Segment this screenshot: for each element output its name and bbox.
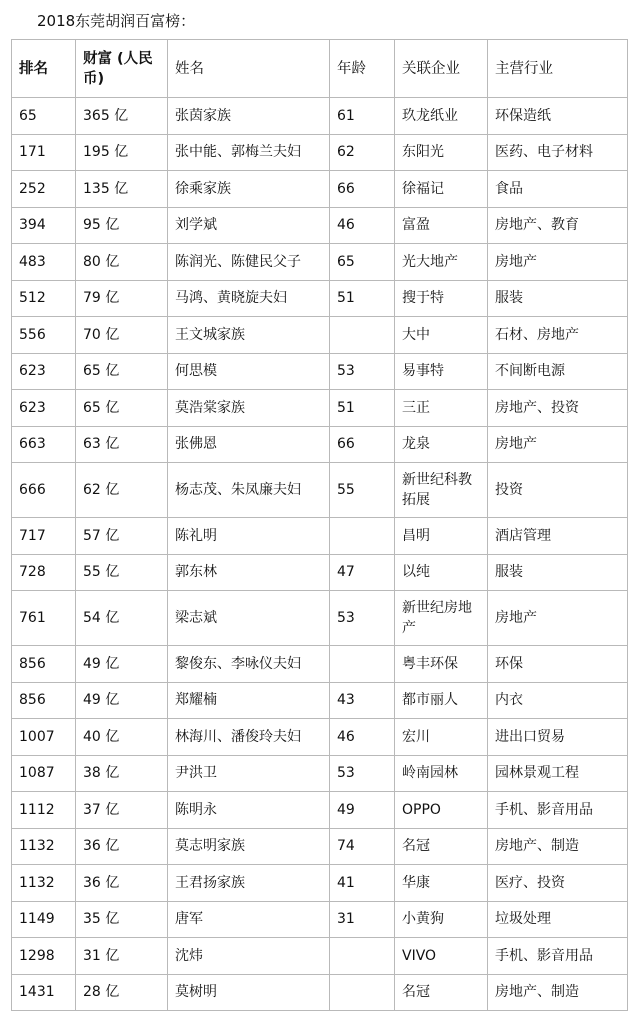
age-cell: 53 bbox=[330, 755, 395, 792]
age-cell: 53 bbox=[330, 591, 395, 646]
table-row bbox=[12, 591, 628, 646]
rank-cell: 171 bbox=[12, 134, 76, 171]
table-row bbox=[12, 646, 628, 683]
company-cell: 大中 bbox=[395, 317, 488, 354]
company-cell: 三正 bbox=[395, 390, 488, 427]
age-cell: 61 bbox=[330, 98, 395, 135]
rich-list-table bbox=[11, 39, 628, 1011]
header-rank: 排名 bbox=[12, 40, 76, 98]
name-cell: 莫志明家族 bbox=[168, 828, 330, 865]
age-cell: 51 bbox=[330, 280, 395, 317]
name-cell: 沈炜 bbox=[168, 938, 330, 975]
company-cell: 昌明 bbox=[395, 518, 488, 555]
table-row bbox=[12, 755, 628, 792]
company-cell: 名冠 bbox=[395, 974, 488, 1011]
wealth-cell: 28 亿 bbox=[76, 974, 168, 1011]
industry-cell: 服装 bbox=[488, 554, 628, 591]
wealth-cell: 55 亿 bbox=[76, 554, 168, 591]
age-cell bbox=[330, 317, 395, 354]
wealth-cell: 195 亿 bbox=[76, 134, 168, 171]
industry-cell: 内衣 bbox=[488, 682, 628, 719]
name-cell: 张中能、郭梅兰夫妇 bbox=[168, 134, 330, 171]
industry-cell: 房地产 bbox=[488, 426, 628, 463]
rank-cell: 556 bbox=[12, 317, 76, 354]
industry-cell: 环保 bbox=[488, 646, 628, 683]
table-row bbox=[12, 390, 628, 427]
age-cell: 62 bbox=[330, 134, 395, 171]
table-row bbox=[12, 207, 628, 244]
wealth-cell: 49 亿 bbox=[76, 682, 168, 719]
company-cell: 东阳光 bbox=[395, 134, 488, 171]
wealth-cell: 365 亿 bbox=[76, 98, 168, 135]
rank-cell: 512 bbox=[12, 280, 76, 317]
name-cell: 张茵家族 bbox=[168, 98, 330, 135]
industry-cell: 酒店管理 bbox=[488, 518, 628, 555]
name-cell: 杨志茂、朱凤廉夫妇 bbox=[168, 463, 330, 518]
name-cell: 唐军 bbox=[168, 901, 330, 938]
wealth-cell: 36 亿 bbox=[76, 865, 168, 902]
wealth-cell: 31 亿 bbox=[76, 938, 168, 975]
age-cell: 43 bbox=[330, 682, 395, 719]
age-cell: 55 bbox=[330, 463, 395, 518]
name-cell: 陈礼明 bbox=[168, 518, 330, 555]
industry-cell: 食品 bbox=[488, 171, 628, 208]
wealth-cell: 63 亿 bbox=[76, 426, 168, 463]
header-name: 姓名 bbox=[168, 40, 330, 98]
age-cell bbox=[330, 938, 395, 975]
industry-cell: 房地产、教育 bbox=[488, 207, 628, 244]
rank-cell: 717 bbox=[12, 518, 76, 555]
age-cell bbox=[330, 646, 395, 683]
header-industry: 主营行业 bbox=[488, 40, 628, 98]
wealth-cell: 79 亿 bbox=[76, 280, 168, 317]
table-row bbox=[12, 865, 628, 902]
table-row bbox=[12, 719, 628, 756]
age-cell: 53 bbox=[330, 353, 395, 390]
industry-cell: 医药、电子材料 bbox=[488, 134, 628, 171]
industry-cell: 投资 bbox=[488, 463, 628, 518]
name-cell: 郭东林 bbox=[168, 554, 330, 591]
wealth-cell: 37 亿 bbox=[76, 792, 168, 829]
rank-cell: 1149 bbox=[12, 901, 76, 938]
age-cell: 49 bbox=[330, 792, 395, 829]
industry-cell: 不间断电源 bbox=[488, 353, 628, 390]
header-wealth: 财富 (人民币) bbox=[76, 40, 168, 98]
industry-cell: 服装 bbox=[488, 280, 628, 317]
company-cell: 光大地产 bbox=[395, 244, 488, 281]
name-cell: 梁志斌 bbox=[168, 591, 330, 646]
rank-cell: 1087 bbox=[12, 755, 76, 792]
industry-cell: 进出口贸易 bbox=[488, 719, 628, 756]
company-cell: 华康 bbox=[395, 865, 488, 902]
industry-cell: 环保造纸 bbox=[488, 98, 628, 135]
rank-cell: 1007 bbox=[12, 719, 76, 756]
industry-cell: 房地产 bbox=[488, 591, 628, 646]
company-cell: 徐福记 bbox=[395, 171, 488, 208]
wealth-cell: 40 亿 bbox=[76, 719, 168, 756]
name-cell: 尹洪卫 bbox=[168, 755, 330, 792]
wealth-cell: 95 亿 bbox=[76, 207, 168, 244]
wealth-cell: 57 亿 bbox=[76, 518, 168, 555]
name-cell: 林海川、潘俊玲夫妇 bbox=[168, 719, 330, 756]
table-row bbox=[12, 682, 628, 719]
rank-cell: 1132 bbox=[12, 865, 76, 902]
table-row bbox=[12, 171, 628, 208]
rank-cell: 666 bbox=[12, 463, 76, 518]
company-cell: 粤丰环保 bbox=[395, 646, 488, 683]
wealth-cell: 80 亿 bbox=[76, 244, 168, 281]
age-cell: 66 bbox=[330, 171, 395, 208]
table-row bbox=[12, 518, 628, 555]
name-cell: 黎俊东、李咏仪夫妇 bbox=[168, 646, 330, 683]
name-cell: 徐乘家族 bbox=[168, 171, 330, 208]
company-cell: 都市丽人 bbox=[395, 682, 488, 719]
name-cell: 莫树明 bbox=[168, 974, 330, 1011]
page-title: 2018东莞胡润百富榜： bbox=[37, 12, 196, 30]
rank-cell: 1132 bbox=[12, 828, 76, 865]
company-cell: 龙泉 bbox=[395, 426, 488, 463]
rank-cell: 761 bbox=[12, 591, 76, 646]
table-row bbox=[12, 554, 628, 591]
name-cell: 莫浩棠家族 bbox=[168, 390, 330, 427]
name-cell: 马鸿、黄晓旋夫妇 bbox=[168, 280, 330, 317]
rank-cell: 728 bbox=[12, 554, 76, 591]
rank-cell: 483 bbox=[12, 244, 76, 281]
company-cell: OPPO bbox=[395, 792, 488, 829]
name-cell: 张佛恩 bbox=[168, 426, 330, 463]
name-cell: 刘学斌 bbox=[168, 207, 330, 244]
company-cell: 搜于特 bbox=[395, 280, 488, 317]
company-cell: 名冠 bbox=[395, 828, 488, 865]
age-cell: 46 bbox=[330, 719, 395, 756]
name-cell: 王文城家族 bbox=[168, 317, 330, 354]
name-cell: 何思模 bbox=[168, 353, 330, 390]
company-cell: 岭南园林 bbox=[395, 755, 488, 792]
table-row bbox=[12, 463, 628, 518]
age-cell: 31 bbox=[330, 901, 395, 938]
rank-cell: 1112 bbox=[12, 792, 76, 829]
table-row bbox=[12, 244, 628, 281]
name-cell: 郑耀楠 bbox=[168, 682, 330, 719]
industry-cell: 房地产、制造 bbox=[488, 828, 628, 865]
industry-cell: 房地产、制造 bbox=[488, 974, 628, 1011]
industry-cell: 房地产 bbox=[488, 244, 628, 281]
rank-cell: 856 bbox=[12, 682, 76, 719]
table-header-row bbox=[12, 40, 628, 98]
wealth-cell: 65 亿 bbox=[76, 353, 168, 390]
wealth-cell: 62 亿 bbox=[76, 463, 168, 518]
table-row bbox=[12, 426, 628, 463]
company-cell: 易事特 bbox=[395, 353, 488, 390]
industry-cell: 房地产、投资 bbox=[488, 390, 628, 427]
table-row bbox=[12, 317, 628, 354]
industry-cell: 手机、影音用品 bbox=[488, 938, 628, 975]
age-cell: 41 bbox=[330, 865, 395, 902]
rank-cell: 623 bbox=[12, 353, 76, 390]
wealth-cell: 35 亿 bbox=[76, 901, 168, 938]
rank-cell: 623 bbox=[12, 390, 76, 427]
table-row bbox=[12, 938, 628, 975]
age-cell: 74 bbox=[330, 828, 395, 865]
table-row bbox=[12, 280, 628, 317]
wealth-cell: 135 亿 bbox=[76, 171, 168, 208]
age-cell: 47 bbox=[330, 554, 395, 591]
company-cell: 小黄狗 bbox=[395, 901, 488, 938]
rank-cell: 394 bbox=[12, 207, 76, 244]
table-row bbox=[12, 974, 628, 1011]
company-cell: VIVO bbox=[395, 938, 488, 975]
table-row bbox=[12, 901, 628, 938]
industry-cell: 园林景观工程 bbox=[488, 755, 628, 792]
industry-cell: 石材、房地产 bbox=[488, 317, 628, 354]
header-age: 年龄 bbox=[330, 40, 395, 98]
industry-cell: 医疗、投资 bbox=[488, 865, 628, 902]
header-company: 关联企业 bbox=[395, 40, 488, 98]
age-cell bbox=[330, 518, 395, 555]
table-row bbox=[12, 792, 628, 829]
rank-cell: 252 bbox=[12, 171, 76, 208]
age-cell bbox=[330, 974, 395, 1011]
company-cell: 玖龙纸业 bbox=[395, 98, 488, 135]
rank-cell: 65 bbox=[12, 98, 76, 135]
table-row bbox=[12, 353, 628, 390]
name-cell: 陈明永 bbox=[168, 792, 330, 829]
company-cell: 富盈 bbox=[395, 207, 488, 244]
rank-cell: 1298 bbox=[12, 938, 76, 975]
wealth-cell: 49 亿 bbox=[76, 646, 168, 683]
wealth-cell: 36 亿 bbox=[76, 828, 168, 865]
company-cell: 新世纪房地产 bbox=[395, 591, 488, 646]
company-cell: 以纯 bbox=[395, 554, 488, 591]
rank-cell: 663 bbox=[12, 426, 76, 463]
age-cell: 46 bbox=[330, 207, 395, 244]
age-cell: 66 bbox=[330, 426, 395, 463]
age-cell: 65 bbox=[330, 244, 395, 281]
industry-cell: 手机、影音用品 bbox=[488, 792, 628, 829]
name-cell: 陈润光、陈健民父子 bbox=[168, 244, 330, 281]
industry-cell: 垃圾处理 bbox=[488, 901, 628, 938]
wealth-cell: 38 亿 bbox=[76, 755, 168, 792]
table-row bbox=[12, 828, 628, 865]
table-row bbox=[12, 134, 628, 171]
rank-cell: 856 bbox=[12, 646, 76, 683]
company-cell: 宏川 bbox=[395, 719, 488, 756]
wealth-cell: 70 亿 bbox=[76, 317, 168, 354]
age-cell: 51 bbox=[330, 390, 395, 427]
company-cell: 新世纪科教拓展 bbox=[395, 463, 488, 518]
table-row bbox=[12, 98, 628, 135]
name-cell: 王君扬家族 bbox=[168, 865, 330, 902]
wealth-cell: 65 亿 bbox=[76, 390, 168, 427]
wealth-cell: 54 亿 bbox=[76, 591, 168, 646]
rank-cell: 1431 bbox=[12, 974, 76, 1011]
